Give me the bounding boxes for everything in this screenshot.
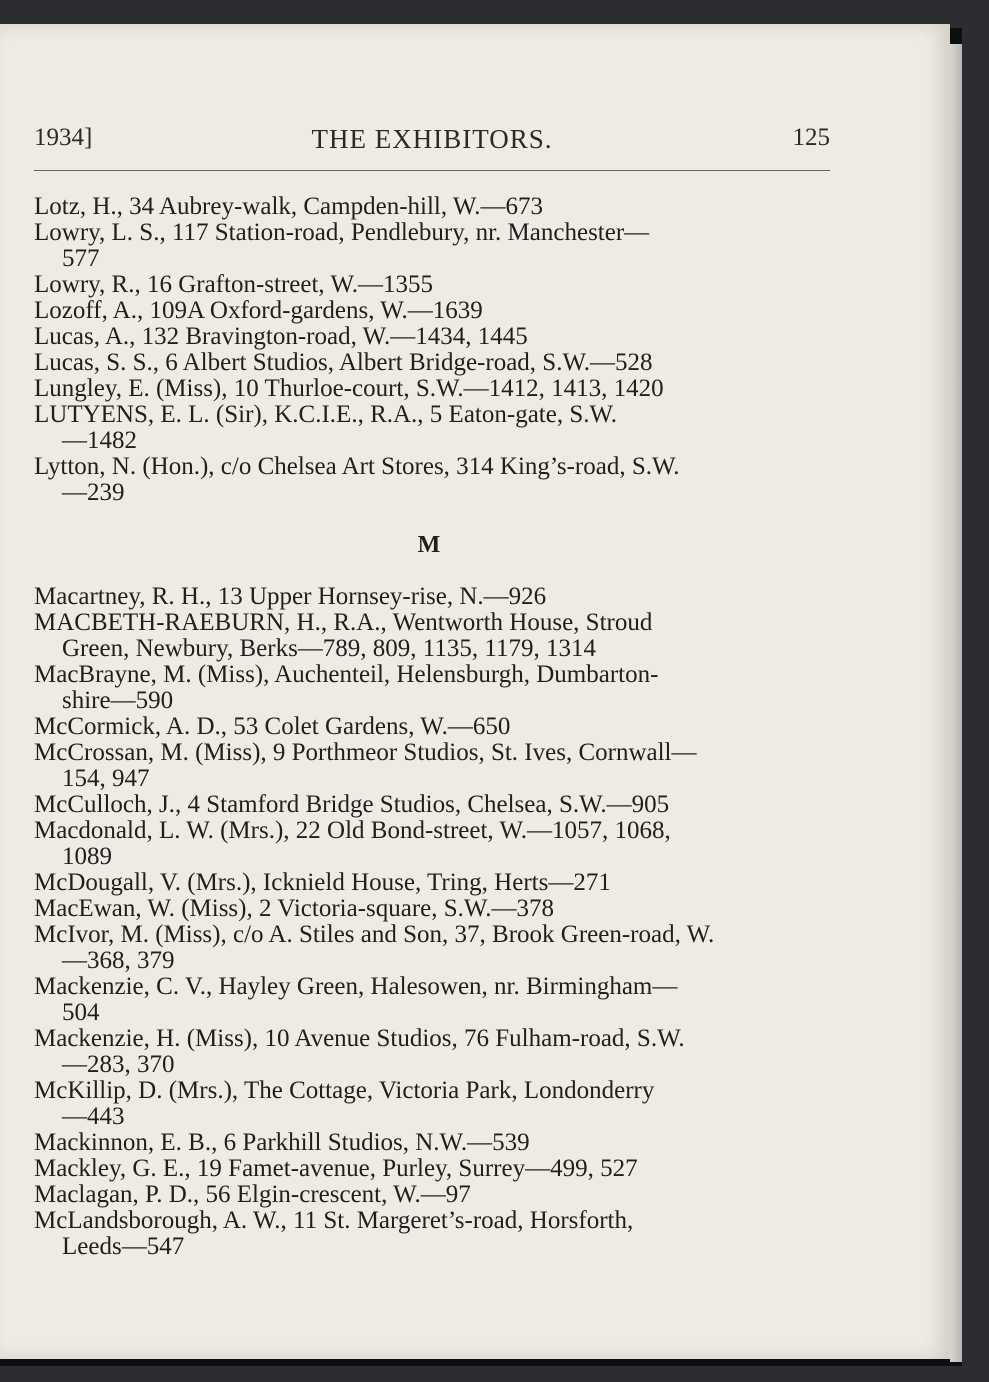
entries-m-group	[34, 584, 844, 1260]
page-title: THE EXHIBITORS.	[311, 124, 553, 154]
list-item: McCulloch, J., 4 Stamford Bridge Studios, Chelsea, S.W.—905	[34, 791, 670, 818]
list-item: Lowry, L. S., 117 Station-road, Pendlebury, nr. Manchester— 577	[34, 219, 650, 272]
list-item: McLandsborough, A. W., 11 St. Margeret’s-road, Horsforth, Leeds—547	[34, 1207, 634, 1260]
entries-l-group	[34, 194, 844, 506]
header-rule	[34, 170, 830, 171]
list-item: Lozoff, A., 109A Oxford-gardens, W.—1639	[34, 297, 483, 324]
list-item: Mackenzie, C. V., Hayley Green, Halesowen, nr. Birmingham— 504	[34, 973, 678, 1026]
list-item: Macdonald, L. W. (Mrs.), 22 Old Bond-street, W.—1057, 1068, 1089	[34, 817, 671, 870]
running-header	[34, 124, 830, 160]
list-item: Lowry, R., 16 Grafton-street, W.—1355	[34, 271, 434, 298]
list-item: Lungley, E. (Miss), 10 Thurloe-court, S.W.—1412, 1413, 1420	[34, 375, 664, 402]
list-item: McIvor, M. (Miss), c/o A. Stiles and Son, 37, Brook Green-road, W. —368, 379	[34, 921, 715, 974]
list-item: Mackley, G. E., 19 Famet-avenue, Purley, Surrey—499, 527	[34, 1155, 638, 1182]
list-item: MacBrayne, M. (Miss), Auchenteil, Helensburgh, Dumbarton- shire—590	[34, 661, 659, 714]
list-item: Lotz, H., 34 Aubrey-walk, Campden-hill, W.—673	[34, 193, 543, 220]
list-item: Lytton, N. (Hon.), c/o Chelsea Art Stores, 314 King’s-road, S.W. —239	[34, 453, 680, 506]
list-item: McCormick, A. D., 53 Colet Gardens, W.—650	[34, 713, 511, 740]
list-item: McDougall, V. (Mrs.), Icknield House, Tring, Herts—271	[34, 869, 611, 896]
list-item: LUTYENS, E. L. (Sir), K.C.I.E., R.A., 5 Eaton-gate, S.W. —1482	[34, 401, 618, 454]
list-item: Lucas, A., 132 Bravington-road, W.—1434, 1445	[34, 323, 528, 350]
book-page	[0, 24, 950, 1359]
exhibitor-list	[34, 194, 844, 1260]
list-item: Mackenzie, H. (Miss), 10 Avenue Studios, 76 Fulham-road, S.W. —283, 370	[34, 1025, 685, 1078]
list-item: Macartney, R. H., 13 Upper Hornsey-rise, N.—926	[34, 583, 547, 610]
list-item: McCrossan, M. (Miss), 9 Porthmeor Studios, St. Ives, Cornwall— 154, 947	[34, 739, 697, 792]
section-heading-m: M	[417, 532, 441, 558]
list-item: Maclagan, P. D., 56 Elgin-crescent, W.—97	[34, 1181, 471, 1208]
list-item: Mackinnon, E. B., 6 Parkhill Studios, N.W.—539	[34, 1129, 530, 1156]
list-item: McKillip, D. (Mrs.), The Cottage, Victoria Park, Londonderry —443	[34, 1077, 655, 1130]
page-number: 125	[792, 124, 830, 151]
page-edge	[950, 44, 962, 1362]
list-item: Lucas, S. S., 6 Albert Studios, Albert Bridge-road, S.W.—528	[34, 349, 653, 376]
year-label: 1934]	[34, 124, 93, 151]
list-item: MACBETH-RAEBURN, H., R.A., Wentworth House, Stroud Green, Newbury, Berks—789, 809, 1135, 1179, 1314	[34, 609, 653, 662]
list-item: MacEwan, W. (Miss), 2 Victoria-square, S.W.—378	[34, 895, 554, 922]
